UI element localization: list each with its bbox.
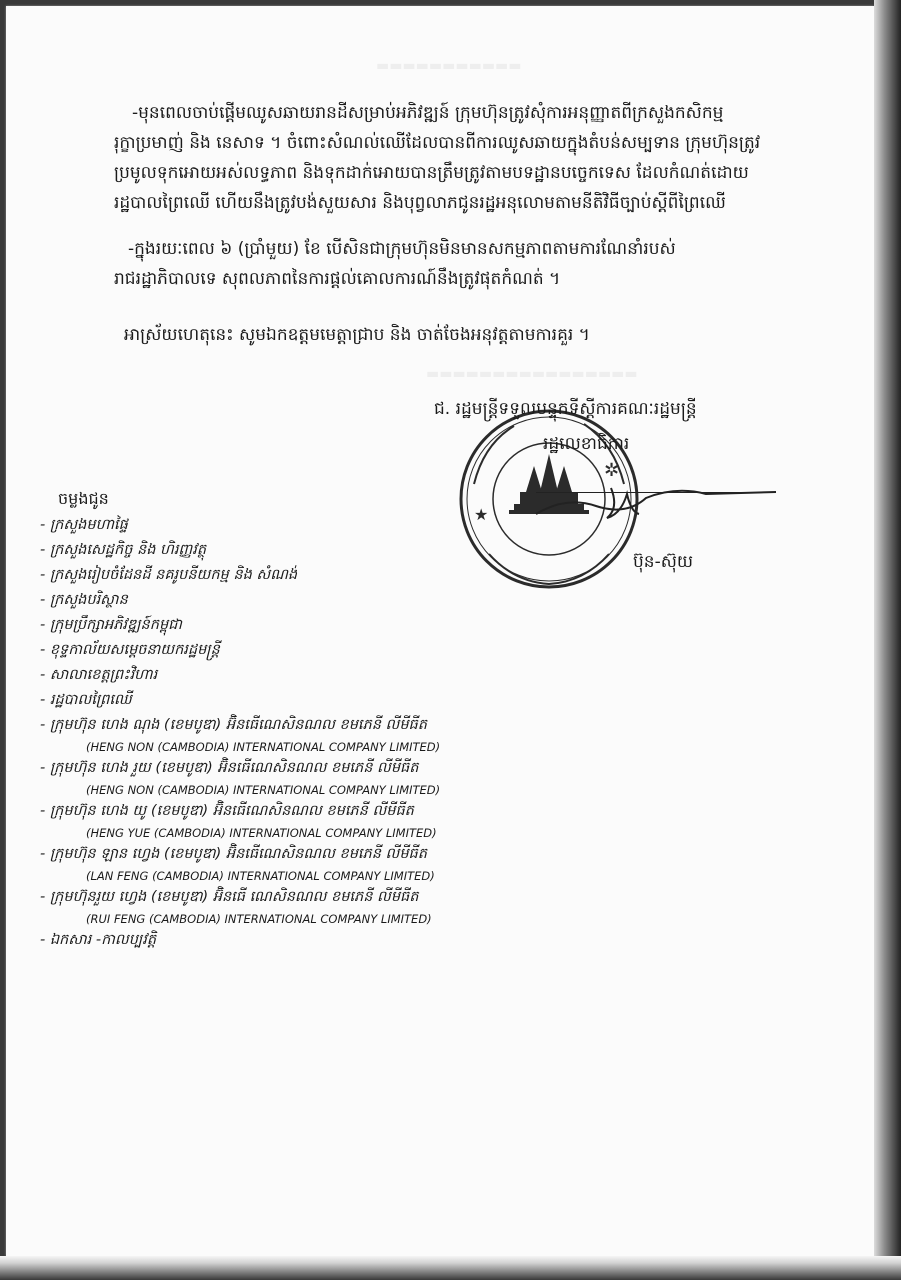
company-name-khmer: - ក្រុមហ៊ុន ឡាន ហ្វេង (ខេមបូឌា) អ៊ិនធើណេសិនណល ខមភេនី លីមីធីត xyxy=(40,846,427,862)
cc-recipient-list xyxy=(40,513,580,953)
paragraph-line: រដ្ឋបាលព្រៃឈើ ហើយនឹងត្រូវបង់សួយសារ និងបុព្វលាភជូនរដ្ឋអនុលោមតាមនីតិវិធីច្បាប់ស្តីពីព្រៃឈើ xyxy=(114,193,726,213)
paragraph-line: -ក្នុងរយៈពេល ៦ (ប្រាំមួយ) ខែ បើសិនជាក្រុមហ៊ុនមិនមានសកម្មភាពតាមការណែនាំរបស់ xyxy=(128,239,676,259)
cc-recipient: - ក្រសួងមហាផ្ទៃ xyxy=(40,517,128,533)
cc-company xyxy=(40,756,580,799)
company-name-khmer: - ក្រុមហ៊ុន ហេង ណុង (ខេមបូឌា) អ៊ិនធើណេសិនណល ខមភេនី លីមីធីត xyxy=(40,717,427,733)
company-name-khmer: - ក្រុមហ៊ុន ហេង យូ (ខេមបូឌា) អ៊ិនធើណេសិនណល ខមភេនី លីមីធីត xyxy=(40,803,414,819)
company-name-english: (HENG YUE (CAMBODIA) INTERNATIONAL COMPANY LIMITED) xyxy=(86,826,437,840)
company-name-khmer: - ក្រុមហ៊ុន ហេង រួយ (ខេមបូឌា) អ៊ិនធើណេសិនណល ខមភេនី លីមីធីត xyxy=(40,760,419,776)
document-page xyxy=(6,6,874,1256)
cc-recipient: - ក្រសួងបរិស្ថាន xyxy=(40,592,128,608)
company-name-english: (LAN FENG (CAMBODIA) INTERNATIONAL COMPANY LIMITED) xyxy=(86,869,435,883)
cc-recipient: - រដ្ឋបាលព្រៃឈើ xyxy=(40,692,132,708)
company-name-english: (HENG NON (CAMBODIA) INTERNATIONAL COMPANY LIMITED) xyxy=(86,740,441,754)
paragraph-line: រាជរដ្ឋាភិបាលទេ សុពលភាពនៃការផ្តល់គោលការណ៍នឹងត្រូវផុតកំណត់ ។ xyxy=(114,269,561,289)
signature-line xyxy=(536,492,764,493)
paragraph-line: ប្រមូលទុកអោយអស់លទ្ធភាព និងទុកដាក់អោយបានត្រឹមត្រូវតាមបទដ្ឋានបច្ចេកទេស ដែលកំណត់ដោយ xyxy=(114,163,749,183)
signatory-title: ជ. រដ្ឋមន្ត្រីទទួលបន្ទុកទីស្តីការគណៈរដ្ឋមន្ត្រី xyxy=(434,399,697,419)
bleed-through-text: ▬▬▬▬▬▬▬▬▬▬▬ xyxy=(376,58,522,74)
svg-text:✲: ✲ xyxy=(604,460,620,481)
signatory-subtitle: រដ្ឋលេខាធិការ xyxy=(543,434,630,454)
paragraph-land-clearing xyxy=(114,98,814,218)
paragraph-validity xyxy=(114,234,814,294)
paragraph-line: -មុនពេលចាប់ផ្តើមឈូសឆាយរានដីសម្រាប់អភិវឌ្ឍន៍ ក្រុមហ៊ុនត្រូវសុំការអនុញ្ញាតពីក្រសួងកសិកម្ម xyxy=(132,103,724,123)
cc-company xyxy=(40,713,580,756)
cc-recipient: - ខុទ្ទកាល័យសម្តេចនាយករដ្ឋមន្ត្រី xyxy=(40,642,220,658)
cc-recipient: - សាលាខេត្តព្រះវិហារ xyxy=(40,667,158,683)
cc-heading: ចម្លងជូន xyxy=(58,489,109,508)
cc-company xyxy=(40,842,580,885)
paragraph-line: រុក្ខាប្រមាញ់ និង នេសាទ ។ ចំពោះសំណល់ឈើដែលបានពីការឈូសឆាយក្នុងតំបន់សម្បទាន ក្រុមហ៊ុនត្រូវ xyxy=(114,133,761,153)
company-name-english: (HENG NON (CAMBODIA) INTERNATIONAL COMPANY LIMITED) xyxy=(86,783,441,797)
cc-recipient: - ក្រុមប្រឹក្សាអភិវឌ្ឍន៍កម្ពុជា xyxy=(40,617,182,633)
bleed-through-text: ▬▬▬▬▬▬▬▬▬▬▬▬▬▬▬▬ xyxy=(426,366,638,382)
svg-text:★: ★ xyxy=(474,505,489,524)
cc-company xyxy=(40,799,580,842)
signatory-name: ប៊ុន-ស៊ុយ xyxy=(633,552,694,572)
cc-recipient: - ឯកសារ -កាលប្បវត្តិ xyxy=(40,932,157,948)
cc-company xyxy=(40,885,580,928)
scan-edge-shadow xyxy=(874,0,901,1280)
scan-edge-shadow xyxy=(0,1256,901,1280)
cc-recipient: - ក្រសួងសេដ្ឋកិច្ច និង ហិរញ្ញវត្ថុ xyxy=(40,542,207,558)
company-name-khmer: - ក្រុមហ៊ុនរួយ ហ្វេង (ខេមបូឌា) អ៊ិនធើ ណេសិនណល ខមភេនី លីមីធីត xyxy=(40,889,419,905)
company-name-english: (RUI FENG (CAMBODIA) INTERNATIONAL COMPANY LIMITED) xyxy=(86,912,432,926)
closing-salutation: អាស្រ័យហេតុនេះ សូមឯកឧត្តមមេត្តាជ្រាប និង ចាត់ចែងអនុវត្តតាមការគួរ ។ xyxy=(124,325,590,345)
cc-recipient: - ក្រសួងរៀបចំដែនដី នគរូបនីយកម្ម និង សំណង់ xyxy=(40,567,298,583)
